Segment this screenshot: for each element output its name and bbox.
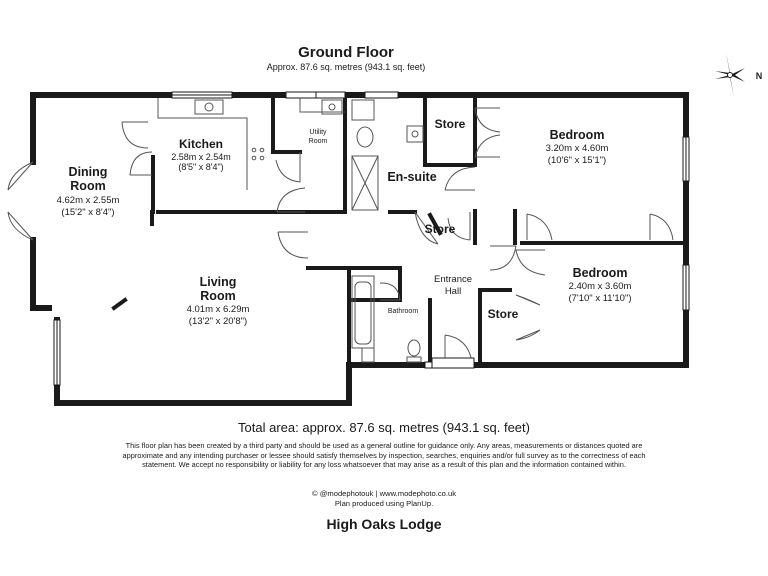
room-entrance (434, 274, 472, 297)
room-name-living-2: Room (200, 289, 236, 303)
room-store-top (435, 117, 466, 131)
room-name-bathroom: Bathroom (387, 308, 419, 315)
room-name-living-1: Living (199, 275, 237, 289)
room-name-dining-1: Dining (68, 165, 108, 179)
room-imperial-living: (13'2" x 20'8") (188, 316, 248, 327)
room-metric-bedroom-1: 3.20m x 4.60m (545, 143, 609, 154)
room-name-store-top: Store (434, 117, 466, 131)
produced-line: Plan produced using PlanUp. (334, 499, 434, 508)
room-kitchen (171, 137, 231, 172)
ensuite-fixtures (352, 100, 423, 210)
room-name-store-mid: Store (424, 222, 456, 236)
room-store-low (488, 307, 519, 321)
room-name-entrance-1: Entrance (433, 274, 473, 285)
room-name-bedroom-1: Bedroom (549, 128, 605, 142)
compass-arrow-icon (715, 52, 762, 98)
room-store-mid (425, 222, 456, 236)
room-utility (309, 129, 328, 145)
room-bedroom-2 (568, 266, 631, 304)
room-imperial-bedroom-1: (10'6" x 15'1") (547, 155, 607, 166)
floor-area-subtitle: Approx. 87.6 sq. metres (943.1 sq. feet) (266, 62, 426, 72)
room-name-utility-1: Utility (309, 129, 327, 136)
room-metric-living: 4.01m x 6.29m (186, 304, 250, 315)
utility-sink (300, 98, 345, 114)
room-name-entrance-2: Hall (444, 286, 462, 297)
room-name-dining-2: Room (70, 179, 106, 193)
room-name-store-low: Store (487, 307, 519, 321)
disclaimer-text: This floor plan has been created by a third party and should be used as a general outline for guidance only. Any areas, measurements or distances quoted are approximate and any intending purchaser or lessee should satisfy themselves by inspection, searches, enquiries and/or full survey as to the correctness of each statement. We accept no responsibility or liability for any loss whatsoever that may arise as a result of this plan and the information contained within. (122, 441, 646, 470)
total-area: Total area: approx. 87.6 sq. metres (943.1 sq. feet) (238, 420, 530, 435)
room-name-utility-2: Room (308, 138, 328, 145)
floor-title: Ground Floor (298, 44, 394, 61)
room-metric-dining: 4.62m x 2.55m (56, 195, 120, 206)
room-bathroom (388, 308, 419, 315)
bathroom-fixtures (352, 276, 421, 362)
room-imperial-bedroom-2: (7'10" x 11'10") (568, 293, 632, 304)
room-metric-kitchen: 2.58m x 2.54m (171, 152, 231, 162)
room-metric-bedroom-2: 2.40m x 3.60m (568, 281, 632, 292)
room-imperial-dining: (15'2" x 8'4") (61, 207, 115, 218)
room-imperial-kitchen: (8'5" x 8'4") (178, 162, 224, 172)
room-name-ensuite: En-suite (387, 170, 437, 184)
credit-line: © @modephotouk | www.modephoto.co.uk (311, 489, 457, 498)
compass-label: N (755, 71, 763, 81)
room-living (187, 275, 250, 327)
room-bedroom-1 (546, 128, 609, 166)
room-name-bedroom-2: Bedroom (572, 266, 628, 280)
property-name: High Oaks Lodge (326, 516, 442, 532)
room-name-kitchen: Kitchen (178, 137, 224, 151)
room-ensuite (387, 170, 436, 184)
room-dining (57, 165, 120, 218)
